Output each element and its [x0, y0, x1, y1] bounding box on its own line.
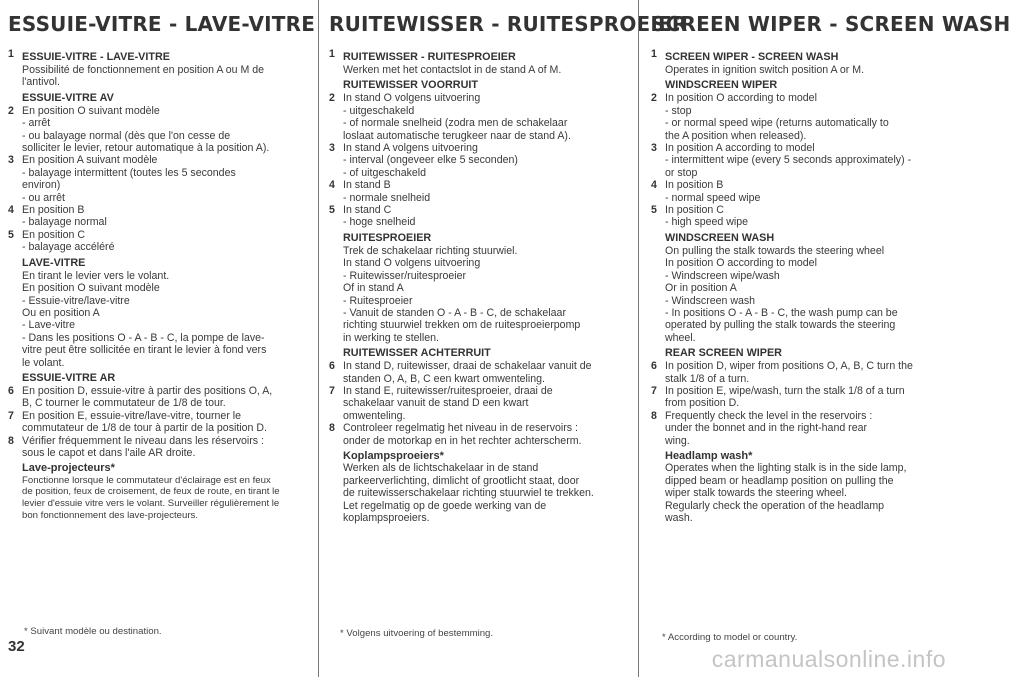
item-number: 7	[329, 384, 335, 397]
list-item	[8, 204, 305, 229]
item-number	[8, 89, 22, 105]
text-line: Ou en position A	[22, 306, 100, 319]
item-number: 6	[8, 384, 14, 397]
item-text	[343, 142, 623, 179]
item-text	[665, 204, 946, 229]
text-line: - Essuie-vitre/lave-vitre	[22, 294, 130, 307]
item-text	[22, 89, 305, 105]
list-item	[329, 76, 623, 92]
item-text	[22, 369, 305, 385]
item-text	[22, 254, 305, 369]
list-item	[8, 154, 305, 204]
subheading: ESSUIE-VITRE AV	[22, 91, 114, 104]
item-number	[651, 76, 665, 92]
text-line: Werken met het contactslot in de stand A of M.	[343, 64, 562, 76]
item-text	[665, 76, 946, 92]
list-item	[651, 92, 946, 142]
text-line: - normal speed wipe	[665, 191, 761, 204]
text-line: In position D, wiper from positions O, A, B, C turn the	[665, 360, 913, 373]
item-number	[329, 229, 343, 344]
text-line: Of in stand A	[343, 282, 404, 295]
text-line: - Lave-vitre	[22, 319, 75, 332]
item-text	[343, 204, 623, 229]
text-line: - arrêt	[22, 117, 51, 130]
text-line: En position O suivant modèle	[22, 282, 160, 295]
text-line: In stand A volgens uitvoering	[343, 142, 478, 155]
item-text	[22, 435, 305, 460]
text-line: Or in position A	[665, 282, 737, 295]
item-number: 2	[651, 92, 657, 105]
text-line: - ou arrêt	[22, 191, 65, 204]
text-line: wiper stalk towards the steering wheel.	[665, 487, 847, 500]
text-line: - balayage intermittent (toutes les 5 secondes	[22, 166, 236, 179]
item-number	[651, 447, 665, 524]
text-line: - Vanuit de standen O - A - B - C, de schakelaar	[343, 306, 566, 319]
item-text	[22, 459, 305, 521]
text-line: onder de motorkap en in het rechter achterscherm.	[343, 434, 582, 447]
text-line: de position, feux de croisement, de feux de route, en tirant le	[22, 486, 280, 498]
item-number: 3	[651, 142, 657, 155]
item-number	[329, 76, 343, 92]
list-item	[329, 48, 623, 76]
text-line: Frequently check the level in the reservoirs :	[665, 409, 873, 422]
item-number: 1	[329, 48, 335, 60]
text-line: En position E, essuie-vitre/lave-vitre, tourner le	[22, 409, 242, 422]
list-item	[329, 204, 623, 229]
item-number: 8	[651, 409, 657, 422]
text-line: Possibilité de fonctionnement en position A ou M de	[22, 64, 265, 76]
text-line: Operates when the lighting stalk is in the side lamp,	[665, 462, 907, 475]
subheading: RUITESPROEIER	[343, 231, 432, 244]
text-line: - balayage accéléré	[22, 241, 115, 254]
text-line: under the bonnet and in the right-hand rear	[665, 422, 868, 435]
list-item	[8, 105, 305, 155]
column-english	[638, 0, 1010, 677]
text-line: In position B	[665, 179, 724, 192]
item-text	[665, 92, 946, 142]
item-text	[22, 105, 305, 155]
text-line: - of uitgeschakeld	[343, 166, 427, 179]
text-line: In position C	[665, 204, 724, 217]
text-line: Let regelmatig op de goede werking van de	[343, 499, 547, 512]
item-number: 8	[8, 434, 14, 447]
item-text	[343, 229, 623, 344]
item-number	[329, 447, 343, 524]
entry-list	[651, 48, 946, 524]
item-text	[343, 360, 623, 385]
item-text	[22, 410, 305, 435]
list-item	[8, 48, 305, 89]
text-line: In stand O volgens uitvoering	[343, 257, 481, 270]
text-line: wash.	[665, 512, 693, 524]
list-item	[8, 229, 305, 254]
section-title: RUITEWISSER - RUITESPROEIER	[329, 12, 688, 36]
item-number	[329, 344, 343, 360]
text-line: standen O, A, B, C een kwart omwenteling.	[343, 372, 545, 385]
list-item	[651, 360, 946, 385]
text-line: or stop	[665, 166, 698, 179]
text-line: - intermittent wipe (every 5 seconds approximately) -	[665, 154, 912, 167]
column-french	[0, 0, 315, 677]
item-number: 1	[651, 48, 657, 60]
footnote: * According to model or country.	[662, 632, 798, 643]
list-item	[8, 385, 305, 410]
text-line: En position O suivant modèle	[22, 104, 160, 117]
text-line: in werking te stellen.	[343, 331, 439, 344]
item-number: 1	[8, 48, 14, 60]
text-line: koplampsproeiers.	[343, 512, 430, 524]
text-line: - hoge snelheid	[343, 216, 416, 229]
text-line: - or normal speed wipe (returns automatically to	[665, 117, 889, 130]
item-text	[343, 48, 623, 76]
item-text	[665, 447, 946, 524]
item-number: 4	[8, 204, 14, 217]
item-text	[22, 48, 305, 89]
text-line: In stand D, ruitewisser, draai de schakelaar vanuit de	[343, 360, 592, 373]
text-line: operated by pulling the stalk towards the steering	[665, 319, 896, 332]
item-text	[665, 344, 946, 360]
text-line: the A position when released).	[665, 129, 807, 142]
item-text	[343, 179, 623, 204]
item-text	[665, 385, 946, 410]
text-line: In stand O volgens uitvoering	[343, 92, 481, 105]
item-number: 2	[329, 92, 335, 105]
item-text	[343, 422, 623, 447]
item-number	[651, 344, 665, 360]
item-number: 4	[651, 179, 657, 192]
list-item	[8, 254, 305, 369]
subheading: REAR SCREEN WIPER	[665, 347, 782, 360]
subheading: RUITEWISSER - RUITESPROEIER	[343, 51, 516, 63]
item-text	[343, 447, 623, 524]
text-line: omwenteling.	[343, 409, 406, 422]
item-text	[665, 410, 946, 447]
subheading: Lave-projecteurs*	[22, 462, 115, 475]
item-number	[8, 254, 22, 369]
text-line: - In positions O - A - B - C, the wash pump can be	[665, 306, 898, 319]
text-line: - Ruitesproeier	[343, 294, 413, 307]
list-item	[651, 142, 946, 179]
list-item	[651, 204, 946, 229]
text-line: - Windscreen wipe/wash	[665, 269, 780, 282]
footnote: * Volgens uitvoering of bestemming.	[340, 628, 494, 639]
item-number: 5	[8, 228, 14, 241]
text-line: - of normale snelheid (zodra men de schakelaar	[343, 117, 568, 130]
text-line: In position E, wipe/wash, turn the stalk 1/8 of a turn	[665, 384, 905, 397]
subheading: LAVE-VITRE	[22, 256, 86, 269]
text-line: Controleer regelmatig het niveau in de reservoirs :	[343, 422, 578, 435]
item-text	[22, 229, 305, 254]
text-line: - balayage normal	[22, 216, 107, 229]
item-number: 8	[329, 422, 335, 435]
subheading: WINDSCREEN WASH	[665, 231, 775, 244]
watermark: carmanualsonline.info	[711, 646, 946, 672]
item-text	[343, 385, 623, 422]
text-line: In position O according to model	[665, 92, 817, 105]
text-line: de ruitewisserschakelaar richting stuurwiel te trekken.	[343, 487, 594, 500]
text-line: Operates in ignition switch position A or M.	[665, 64, 865, 76]
subheading: RUITEWISSER ACHTERRUIT	[343, 347, 491, 360]
section-title: ESSUIE-VITRE - LAVE-VITRE	[8, 12, 316, 36]
text-line: - high speed wipe	[665, 216, 749, 229]
text-line: - ou balayage normal (dès que l'on cesse de	[22, 129, 231, 142]
text-line: En tirant le levier vers le volant.	[22, 269, 170, 282]
item-text	[343, 76, 623, 92]
item-number	[8, 459, 22, 521]
subheading: SCREEN WIPER - SCREEN WASH	[665, 51, 839, 63]
item-number: 4	[329, 179, 335, 192]
subheading: RUITEWISSER VOORRUIT	[343, 79, 478, 92]
item-text	[343, 92, 623, 142]
text-line: environ)	[22, 179, 61, 192]
item-number: 5	[651, 204, 657, 217]
list-item	[329, 142, 623, 179]
item-number	[651, 229, 665, 344]
list-item	[651, 344, 946, 360]
list-item	[8, 435, 305, 460]
text-line: loslaat automatische terugkeer naar de stand A).	[343, 129, 571, 142]
text-line: commutateur de 1/8 de tour à partir de la position D.	[22, 422, 267, 435]
text-line: - Ruitewisser/ruitesproeier	[343, 269, 467, 282]
text-line: solliciter le levier, retour automatique à la position A).	[22, 142, 270, 155]
section-title: SCREEN WIPER - SCREEN WASH	[651, 12, 1010, 36]
text-line: En position D, essuie-vitre à partir des positions O, A,	[22, 384, 273, 397]
list-item	[651, 76, 946, 92]
text-line: B, C tourner le commutateur de 1/8 de tour.	[22, 397, 226, 410]
entry-list	[8, 48, 305, 521]
item-number: 5	[329, 204, 335, 217]
item-text	[665, 142, 946, 179]
text-line: dipped beam or headlamp position on pulling the	[665, 474, 894, 487]
text-line: - interval (ongeveer elke 5 seconden)	[343, 154, 518, 167]
list-item	[651, 447, 946, 524]
list-item	[329, 179, 623, 204]
text-line: Fonctionne lorsque le commutateur d'éclairage est en feux	[22, 474, 271, 486]
subheading: Headlamp wash*	[665, 449, 753, 462]
item-text	[665, 229, 946, 344]
subheading: ESSUIE-VITRE AR	[22, 371, 116, 384]
text-line: richting stuurwiel trekken om de ruitesproeierpomp	[343, 319, 581, 332]
item-number: 2	[8, 104, 14, 117]
list-item	[651, 410, 946, 447]
text-line: En position C	[22, 228, 86, 241]
text-line: from position D.	[665, 397, 740, 410]
text-line: Werken als de lichtschakelaar in de stand	[343, 462, 539, 475]
list-item	[8, 89, 305, 105]
list-item	[329, 229, 623, 344]
text-line: stalk 1/8 of a turn.	[665, 372, 750, 385]
item-number	[8, 369, 22, 385]
list-item	[8, 410, 305, 435]
item-number: 6	[329, 360, 335, 373]
text-line: In position A according to model	[665, 142, 815, 155]
text-line: En position B	[22, 204, 85, 217]
text-line: bon fonctionnement des lave-projecteurs.	[22, 509, 198, 521]
item-text	[665, 360, 946, 385]
entry-list	[329, 48, 623, 524]
text-line: l'antivol.	[22, 76, 60, 89]
item-text	[22, 154, 305, 204]
text-line: In stand C	[343, 204, 392, 217]
item-text	[22, 204, 305, 229]
text-line: parkeerverlichting, dimlicht of grootlicht staat, door	[343, 474, 580, 487]
item-text	[343, 344, 623, 360]
text-line: Vérifier fréquemment le niveau dans les réservoirs :	[22, 434, 264, 447]
text-line: vitre peut être sollicitée en tirant le levier à fond vers	[22, 344, 267, 357]
footnote: * Suivant modèle ou destination.	[24, 626, 162, 637]
list-item	[329, 92, 623, 142]
text-line: - uitgeschakeld	[343, 104, 415, 117]
subheading: WINDSCREEN WIPER	[665, 79, 778, 92]
item-text	[22, 385, 305, 410]
text-line: In stand E, ruitewisser/ruitesproeier, draai de	[343, 384, 553, 397]
list-item	[329, 360, 623, 385]
list-item	[8, 459, 305, 521]
text-line: schakelaar vanuit de stand D een kwart	[343, 397, 529, 410]
item-number: 6	[651, 360, 657, 373]
text-line: Trek de schakelaar richting stuurwiel.	[343, 244, 518, 257]
subheading: ESSUIE-VITRE - LAVE-VITRE	[22, 51, 170, 63]
text-line: - normale snelheid	[343, 191, 431, 204]
text-line: - Windscreen wash	[665, 294, 756, 307]
text-line: In stand B	[343, 179, 391, 192]
text-line: - Dans les positions O - A - B - C, la pompe de lave-	[22, 331, 265, 344]
text-line: le volant.	[22, 356, 65, 369]
text-line: - stop	[665, 104, 692, 117]
list-item	[329, 385, 623, 422]
item-number: 3	[8, 154, 14, 167]
item-text	[665, 179, 946, 204]
item-number: 3	[329, 142, 335, 155]
text-line: wheel.	[665, 331, 696, 344]
text-line: wing.	[665, 434, 690, 447]
item-text	[665, 48, 946, 76]
list-item	[329, 447, 623, 524]
list-item	[329, 422, 623, 447]
list-item	[8, 369, 305, 385]
text-line: sous le capot et dans l'aile AR droite.	[22, 446, 196, 459]
text-line: On pulling the stalk towards the steering wheel	[665, 244, 885, 257]
list-item	[651, 385, 946, 410]
list-item	[651, 48, 946, 76]
list-item	[651, 179, 946, 204]
text-line: In position O according to model	[665, 257, 817, 270]
text-line: levier d'essuie vitre vers le volant. Surveiller régulièrement le	[22, 497, 280, 509]
item-number: 7	[651, 384, 657, 397]
list-item	[651, 229, 946, 344]
list-item	[329, 344, 623, 360]
text-line: En position A suivant modèle	[22, 154, 158, 167]
subheading: Koplampsproeiers*	[343, 449, 444, 462]
item-number: 7	[8, 409, 14, 422]
text-line: Regularly check the operation of the headlamp	[665, 499, 885, 512]
page-number: 32	[8, 638, 25, 655]
